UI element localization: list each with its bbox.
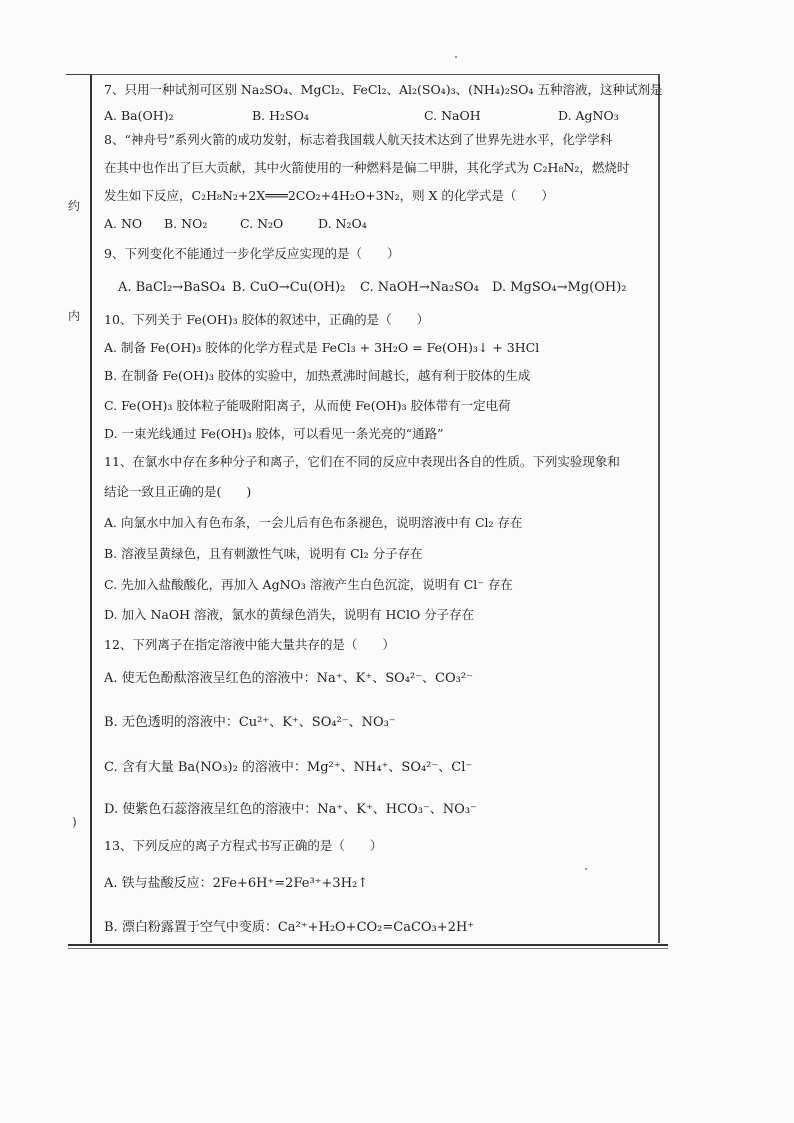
q7-option-a[interactable]: A. Ba(OH)₂ — [104, 108, 174, 123]
q10-option-c[interactable]: C. Fe(OH)₃ 胶体粒子能吸附阳离子，从而使 Fe(OH)₃ 胶体带有一定电荷 — [104, 398, 511, 413]
q11-line1: 11、在氯水中存在多种分子和离子，它们在不同的反应中表现出各自的性质。下列实验现象和 — [104, 454, 620, 469]
q11-option-d[interactable]: D. 加入 NaOH 溶液，氯水的黄绿色消失，说明有 HClO 分子存在 — [104, 607, 475, 622]
q7-options — [104, 108, 619, 124]
q11-option-a[interactable]: A. 向氯水中加入有色布条，一会儿后有色布条褪色，说明溶液中有 Cl₂ 存在 — [104, 515, 523, 530]
q11-option-c[interactable]: C. 先加入盐酸酸化，再加入 AgNO₃ 溶液产生白色沉淀，说明有 Cl⁻ 存在 — [104, 577, 513, 592]
q11-line2: 结论一致且正确的是( ) — [104, 484, 252, 499]
q12-option-c[interactable]: C. 含有大量 Ba(NO₃)₂ 的溶液中：Mg²⁺、NH₄⁺、SO₄²⁻、Cl⁻ — [104, 760, 473, 775]
q13-option-b[interactable]: B. 漂白粉露置于空气中变质：Ca²⁺+H₂O+CO₂=CaCO₃+2H⁺ — [104, 920, 475, 935]
bottom-rule — [68, 944, 668, 946]
q10-option-a[interactable]: A. 制备 Fe(OH)₃ 胶体的化学方程式是 FeCl₃ + 3H₂O = Fe(OH)₃↓ + 3HCl — [104, 340, 540, 355]
q8-options — [104, 216, 367, 232]
q8-option-a[interactable]: A. NO — [104, 216, 143, 231]
q12-stem: 12、下列离子在指定溶液中能大量共存的是（ ） — [104, 637, 395, 652]
q12-option-b[interactable]: B. 无色透明的溶液中：Cu²⁺、K⁺、SO₄²⁻、NO₃⁻ — [104, 715, 396, 730]
q8-line1: 8、“神舟号”系列火箭的成功发射，标志着我国载人航天技术达到了世界先进水平，化学学科 — [104, 132, 613, 147]
top-rule — [66, 74, 90, 75]
q10-option-b[interactable]: B. 在制备 Fe(OH)₃ 胶体的实验中，加热煮沸时间越长，越有利于胶体的生成 — [104, 368, 531, 383]
q7-option-b[interactable]: B. H₂SO₄ — [252, 108, 309, 123]
q9-stem: 9、下列变化不能通过一步化学反应实现的是（ ） — [104, 246, 400, 261]
q8-line2: 在其中也作出了巨大贡献，其中火箭使用的一种燃料是偏二甲肼，其化学式为 C₂H₈N₂，燃烧时 — [104, 160, 630, 175]
bottom-rule-thin — [68, 948, 668, 949]
q13-option-a[interactable]: A. 铁与盐酸反应：2Fe+6H⁺=2Fe³⁺+3H₂↑ — [104, 876, 369, 891]
q9-option-c[interactable]: C. NaOH→Na₂SO₄ — [360, 280, 479, 295]
q11-option-b[interactable]: B. 溶液呈黄绿色，且有刺激性气味，说明有 Cl₂ 分子存在 — [104, 546, 423, 561]
q7-option-d[interactable]: D. AgNO₃ — [558, 108, 619, 123]
scan-speck — [585, 868, 587, 870]
q10-option-d[interactable]: D. 一束光线通过 Fe(OH)₃ 胶体，可以看见一条光亮的“通路” — [104, 426, 444, 441]
q7-stem: 7、只用一种试剂可区别 Na₂SO₄、MgCl₂、FeCl₂、Al₂(SO₄)₃、(NH₄)₂SO₄ 五种溶液，这种试剂是 — [104, 82, 663, 97]
q8-option-c[interactable]: C. N₂O — [240, 216, 284, 231]
q13-stem: 13、下列反应的离子方程式书写正确的是（ ） — [104, 838, 383, 853]
q12-option-a[interactable]: A. 使无色酚酞溶液呈红色的溶液中：Na⁺、K⁺、SO₄²⁻、CO₃²⁻ — [104, 671, 473, 686]
margin-seal-char: 内 — [68, 309, 81, 323]
margin-seal-char: 约 — [68, 199, 81, 213]
q8-option-b[interactable]: B. NO₂ — [164, 216, 208, 231]
q9-option-b[interactable]: B. CuO→Cu(OH)₂ — [232, 280, 346, 295]
q12-option-d[interactable]: D. 使紫色石蕊溶液呈红色的溶液中：Na⁺、K⁺、HCO₃⁻、NO₃⁻ — [104, 802, 477, 817]
q7-option-c[interactable]: C. NaOH — [424, 108, 481, 123]
margin-seal-char: ) — [72, 815, 77, 829]
q9-option-d[interactable]: D. MgSO₄→Mg(OH)₂ — [492, 280, 627, 295]
scan-speck — [455, 56, 457, 58]
q8-option-d[interactable]: D. N₂O₄ — [318, 216, 367, 231]
q10-stem: 10、下列关于 Fe(OH)₃ 胶体的叙述中，正确的是（ ） — [104, 312, 430, 327]
q9-option-a[interactable]: A. BaCl₂→BaSO₄ — [118, 280, 226, 295]
q8-line3: 发生如下反应，C₂H₈N₂+2X═══2CO₂+4H₂O+3N₂，则 X 的化学式是（ ） — [104, 188, 554, 203]
q9-options — [118, 280, 627, 296]
